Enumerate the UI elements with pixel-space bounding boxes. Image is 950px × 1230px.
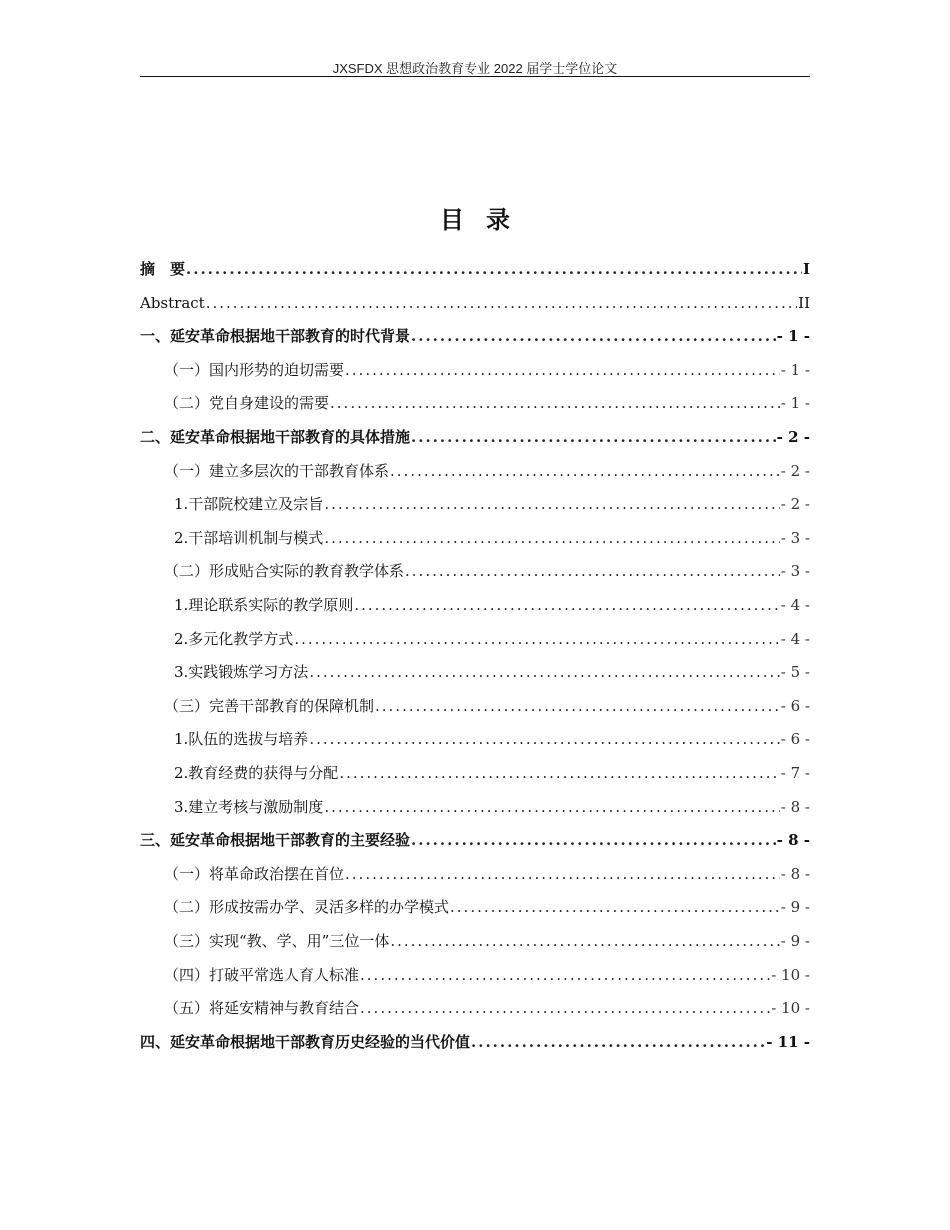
toc-entry-page: - 2 - bbox=[780, 461, 810, 480]
toc-leader-dots bbox=[339, 762, 779, 784]
toc-entry[interactable] bbox=[140, 456, 810, 482]
toc-entry-label: （二）党自身建设的需要 bbox=[164, 394, 330, 413]
toc-entry-page: - 8 - bbox=[780, 864, 810, 883]
toc-entry[interactable] bbox=[140, 960, 810, 986]
toc-entry[interactable] bbox=[140, 590, 810, 616]
toc-entry[interactable] bbox=[140, 892, 810, 918]
toc-entry-label: 二、延安革命根据地干部教育的具体措施 bbox=[140, 428, 411, 446]
toc-leader-dots bbox=[471, 1031, 765, 1053]
toc-entry-label: （三）实现“教、学、用”三位一体 bbox=[164, 932, 390, 950]
toc-entry[interactable] bbox=[140, 758, 810, 784]
toc-entry[interactable] bbox=[140, 321, 810, 347]
toc-entry-label: （二）形成贴合实际的教育教学体系 bbox=[164, 562, 405, 581]
toc-entry-page: - 11 - bbox=[766, 1032, 810, 1051]
toc-entry-label: 1.理论联系实际的教学原则 bbox=[174, 596, 354, 614]
toc-entry-page: - 6 - bbox=[780, 696, 810, 715]
toc-entry-label: 3.建立考核与激励制度 bbox=[174, 797, 324, 816]
toc-leader-dots bbox=[390, 460, 780, 482]
header-divider bbox=[140, 76, 810, 77]
toc-entry[interactable] bbox=[140, 926, 810, 952]
toc-leader-dots bbox=[309, 661, 779, 683]
toc-leader-dots bbox=[411, 325, 776, 347]
toc-entry-page: - 9 - bbox=[780, 932, 810, 950]
toc-entry[interactable] bbox=[140, 825, 810, 851]
toc-entry[interactable] bbox=[140, 691, 810, 717]
toc-entry-label: 1.干部院校建立及宗旨 bbox=[174, 495, 324, 514]
toc-leader-dots bbox=[324, 527, 779, 549]
toc-leader-dots bbox=[354, 594, 779, 616]
toc-entry-page: - 3 - bbox=[780, 528, 810, 547]
toc-entry-label: 3.实践锻炼学习方法 bbox=[174, 663, 309, 682]
toc-entry-page: - 6 - bbox=[780, 730, 810, 749]
toc-entry[interactable] bbox=[140, 993, 810, 1019]
toc-entry-label: （三）完善干部教育的保障机制 bbox=[164, 696, 375, 715]
toc-entry-page: - 5 - bbox=[780, 663, 810, 682]
toc-entry-page: - 4 - bbox=[780, 596, 810, 614]
toc-entry-label: 四、延安革命根据地干部教育历史经验的当代价值 bbox=[140, 1032, 471, 1051]
toc-leader-dots bbox=[330, 392, 780, 414]
toc-entry[interactable] bbox=[140, 724, 810, 750]
toc-leader-dots bbox=[309, 728, 779, 750]
toc-entry-label: （一）国内形势的迫切需要 bbox=[164, 360, 345, 379]
toc-entry[interactable] bbox=[140, 288, 810, 314]
toc-entry[interactable] bbox=[140, 355, 810, 381]
toc-entry[interactable] bbox=[140, 489, 810, 515]
toc-entry-page: - 1 - bbox=[776, 327, 810, 346]
toc-entry-label: 1.队伍的选拔与培养 bbox=[174, 730, 309, 749]
toc-entry[interactable] bbox=[140, 657, 810, 683]
toc-entry-page: - 9 - bbox=[780, 898, 810, 917]
toc-leader-dots bbox=[186, 258, 802, 280]
toc-entry-page: - 2 - bbox=[776, 428, 810, 446]
toc-entry-label: 一、延安革命根据地干部教育的时代背景 bbox=[140, 327, 411, 346]
toc-entry[interactable] bbox=[140, 388, 810, 414]
toc-leader-dots bbox=[324, 493, 779, 515]
toc-entry-page: - 3 - bbox=[780, 562, 810, 581]
toc-entry-page: - 2 - bbox=[780, 495, 810, 514]
toc-entry-label: （一）建立多层次的干部教育体系 bbox=[164, 461, 390, 480]
toc-entry[interactable] bbox=[140, 254, 810, 280]
toc-entry[interactable] bbox=[140, 624, 810, 650]
toc-entry-label: 2.干部培训机制与模式 bbox=[174, 528, 324, 547]
toc-entry-page: - 7 - bbox=[780, 764, 810, 782]
toc-entry-page: - 10 - bbox=[771, 999, 810, 1018]
toc-entry-label: （二）形成按需办学、灵活多样的办学模式 bbox=[164, 898, 450, 917]
toc-entry[interactable] bbox=[140, 1027, 810, 1053]
toc-entry[interactable] bbox=[140, 556, 810, 582]
toc-entry-label: 2.多元化教学方式 bbox=[174, 629, 294, 648]
toc-entry-label: （五）将延安精神与教育结合 bbox=[164, 999, 360, 1018]
toc-entry-page: - 1 - bbox=[780, 394, 810, 413]
toc-entry-label: 三、延安革命根据地干部教育的主要经验 bbox=[140, 831, 411, 850]
toc-leader-dots bbox=[450, 896, 780, 918]
toc-entry-label: Abstract bbox=[140, 293, 205, 312]
toc-entry-page: I bbox=[802, 260, 810, 278]
running-header: JXSFDX 思想政治教育专业 2022 届学士学位论文 bbox=[332, 61, 618, 76]
toc-entry[interactable] bbox=[140, 422, 810, 448]
toc-entry-page: - 4 - bbox=[780, 629, 810, 648]
toc-entry-label: 2.教育经费的获得与分配 bbox=[174, 764, 339, 782]
toc-leader-dots bbox=[206, 292, 797, 314]
toc-leader-dots bbox=[360, 997, 770, 1019]
toc-leader-dots bbox=[411, 426, 776, 448]
toc-entry-page: - 10 - bbox=[771, 965, 810, 984]
toc-entry[interactable] bbox=[140, 523, 810, 549]
page-title: 目录 bbox=[440, 205, 532, 234]
toc-leader-dots bbox=[390, 930, 779, 952]
toc-leader-dots bbox=[375, 695, 780, 717]
toc-entry-page: - 1 - bbox=[780, 360, 810, 379]
toc-entry-page: - 8 - bbox=[780, 797, 810, 816]
toc-leader-dots bbox=[345, 863, 780, 885]
toc-entry[interactable] bbox=[140, 792, 810, 818]
toc-entry-page: - 8 - bbox=[776, 831, 810, 850]
toc-entry-page: II bbox=[798, 293, 810, 312]
toc-leader-dots bbox=[345, 359, 780, 381]
toc-entry-label: （四）打破平常选人育人标准 bbox=[164, 965, 360, 984]
toc-leader-dots bbox=[324, 796, 779, 818]
toc-leader-dots bbox=[411, 829, 776, 851]
toc-entry-label: 摘 要 bbox=[140, 260, 186, 278]
toc-entry-label: （一）将革命政治摆在首位 bbox=[164, 864, 345, 883]
toc-entry[interactable] bbox=[140, 859, 810, 885]
toc-leader-dots bbox=[294, 628, 779, 650]
toc-leader-dots bbox=[405, 560, 780, 582]
toc-leader-dots bbox=[360, 964, 770, 986]
